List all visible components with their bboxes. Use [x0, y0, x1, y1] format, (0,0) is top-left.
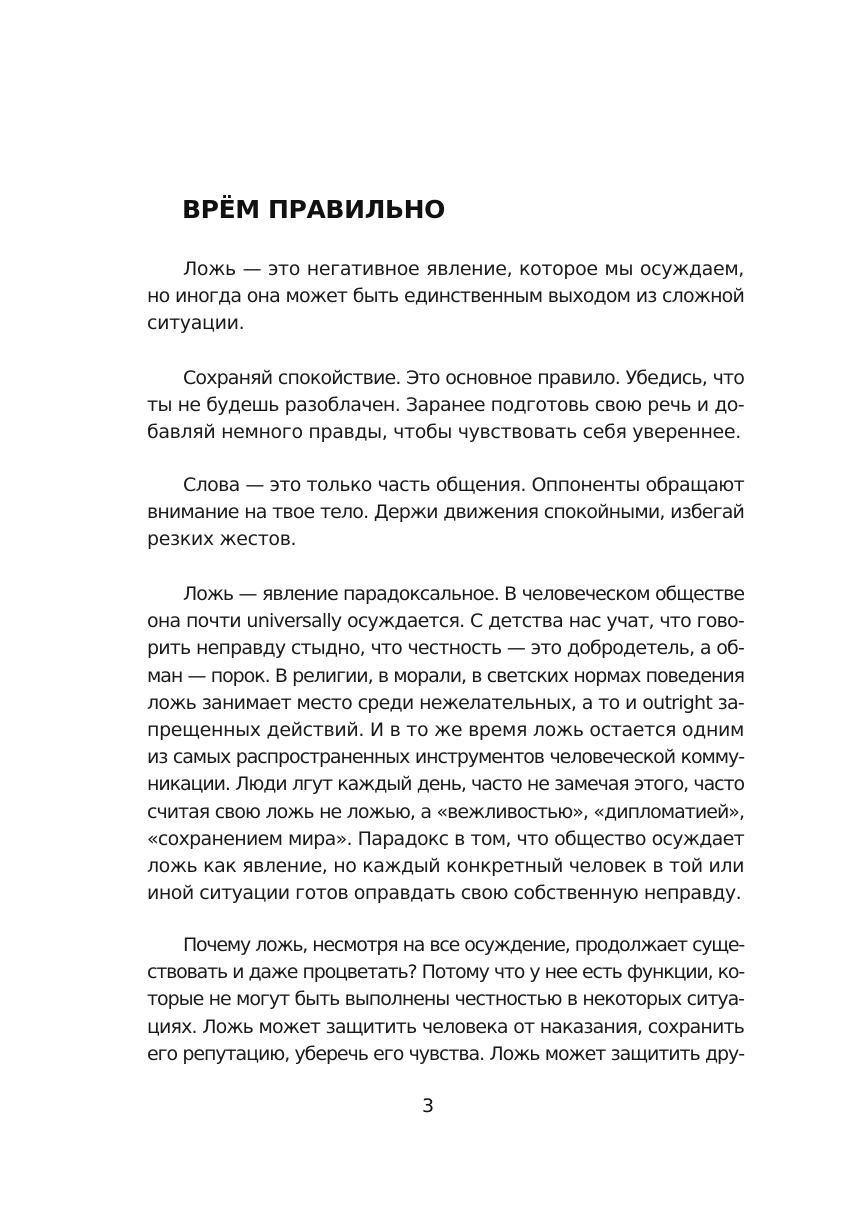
paragraph-line: Сохраняй спокойствие. Это основное правило. Убедись, что [183, 367, 744, 389]
paragraph-line: считая свою ложь не ложью, а «вежливостью», «дипломатией», [147, 800, 744, 823]
paragraph-line: но иногда она может быть единственным выходом из сложной [147, 285, 744, 308]
paragraph-line: внимание на твое тело. Держи движения спокойными, избегай [147, 501, 744, 524]
paragraph-line: его репутацию, уберечь его чувства. Ложь может защитить дру- [147, 1042, 744, 1065]
paragraph-line: ман — порок. В религии, в морали, в светских нормах поведения [147, 664, 744, 687]
paragraph-line: из самых распространенных инструментов человеческой комму- [147, 746, 744, 769]
paragraph-line: она почти universally осуждается. С детства нас учат, что гово- [147, 610, 744, 633]
paragraph-line: ложь занимает место среди нежелательных, а то и outright за- [147, 691, 744, 714]
paragraph-line: резких жестов. [147, 528, 297, 551]
paragraph-line: «сохранением мира». Парадокс в том, что общество осуждает [147, 827, 744, 850]
paragraph-line: прещенных действий. И в то же время ложь остается одним [147, 718, 744, 741]
paragraph-3 [147, 472, 744, 554]
paragraph-line: Ложь — это негативное явление, которое мы осуждаем, [183, 258, 744, 280]
paragraph-line: торые не могут быть выполнены честностью в некоторых ситуа- [147, 988, 744, 1011]
paragraph-line: ствовать и даже процветать? Потому что у нее есть функции, ко- [147, 961, 744, 984]
paragraph-line: ложь как явление, но каждый конкретный человек в той или [147, 854, 744, 877]
paragraph-line: ты не будешь разоблачен. Заранее подготовь свою речь и до- [147, 394, 744, 417]
paragraph-line: иной ситуации готов оправдать свою собственную неправду. [147, 882, 742, 905]
paragraph-line: Ложь — явление парадоксальное. В человеческом обществе [183, 583, 744, 605]
paragraph-line: ситуации. [147, 312, 245, 335]
paragraph-line: никации. Люди лгут каждый день, часто не замечая этого, часто [147, 773, 744, 796]
paragraph-line: циях. Ложь может защитить человека от наказания, сохранить [147, 1015, 744, 1038]
paragraph-2 [147, 365, 744, 447]
paragraph-line: Почему ложь, несмотря на все осуждение, продолжает суще- [183, 934, 744, 956]
page-number: 3 [421, 1095, 435, 1117]
paragraph-line: бавляй немного правды, чтобы чувствовать себя увереннее. [147, 421, 741, 444]
paragraph-line: Слова — это только часть общения. Оппоненты обращают [183, 474, 744, 496]
paragraph-line: рить неправду стыдно, что честность — это добродетель, а об- [147, 637, 744, 660]
chapter-heading: ВРЁМ ПРАВИЛЬНО [182, 195, 446, 224]
paragraph-5 [147, 932, 744, 1068]
paragraph-4 [147, 581, 744, 907]
paragraph-1 [147, 256, 744, 338]
